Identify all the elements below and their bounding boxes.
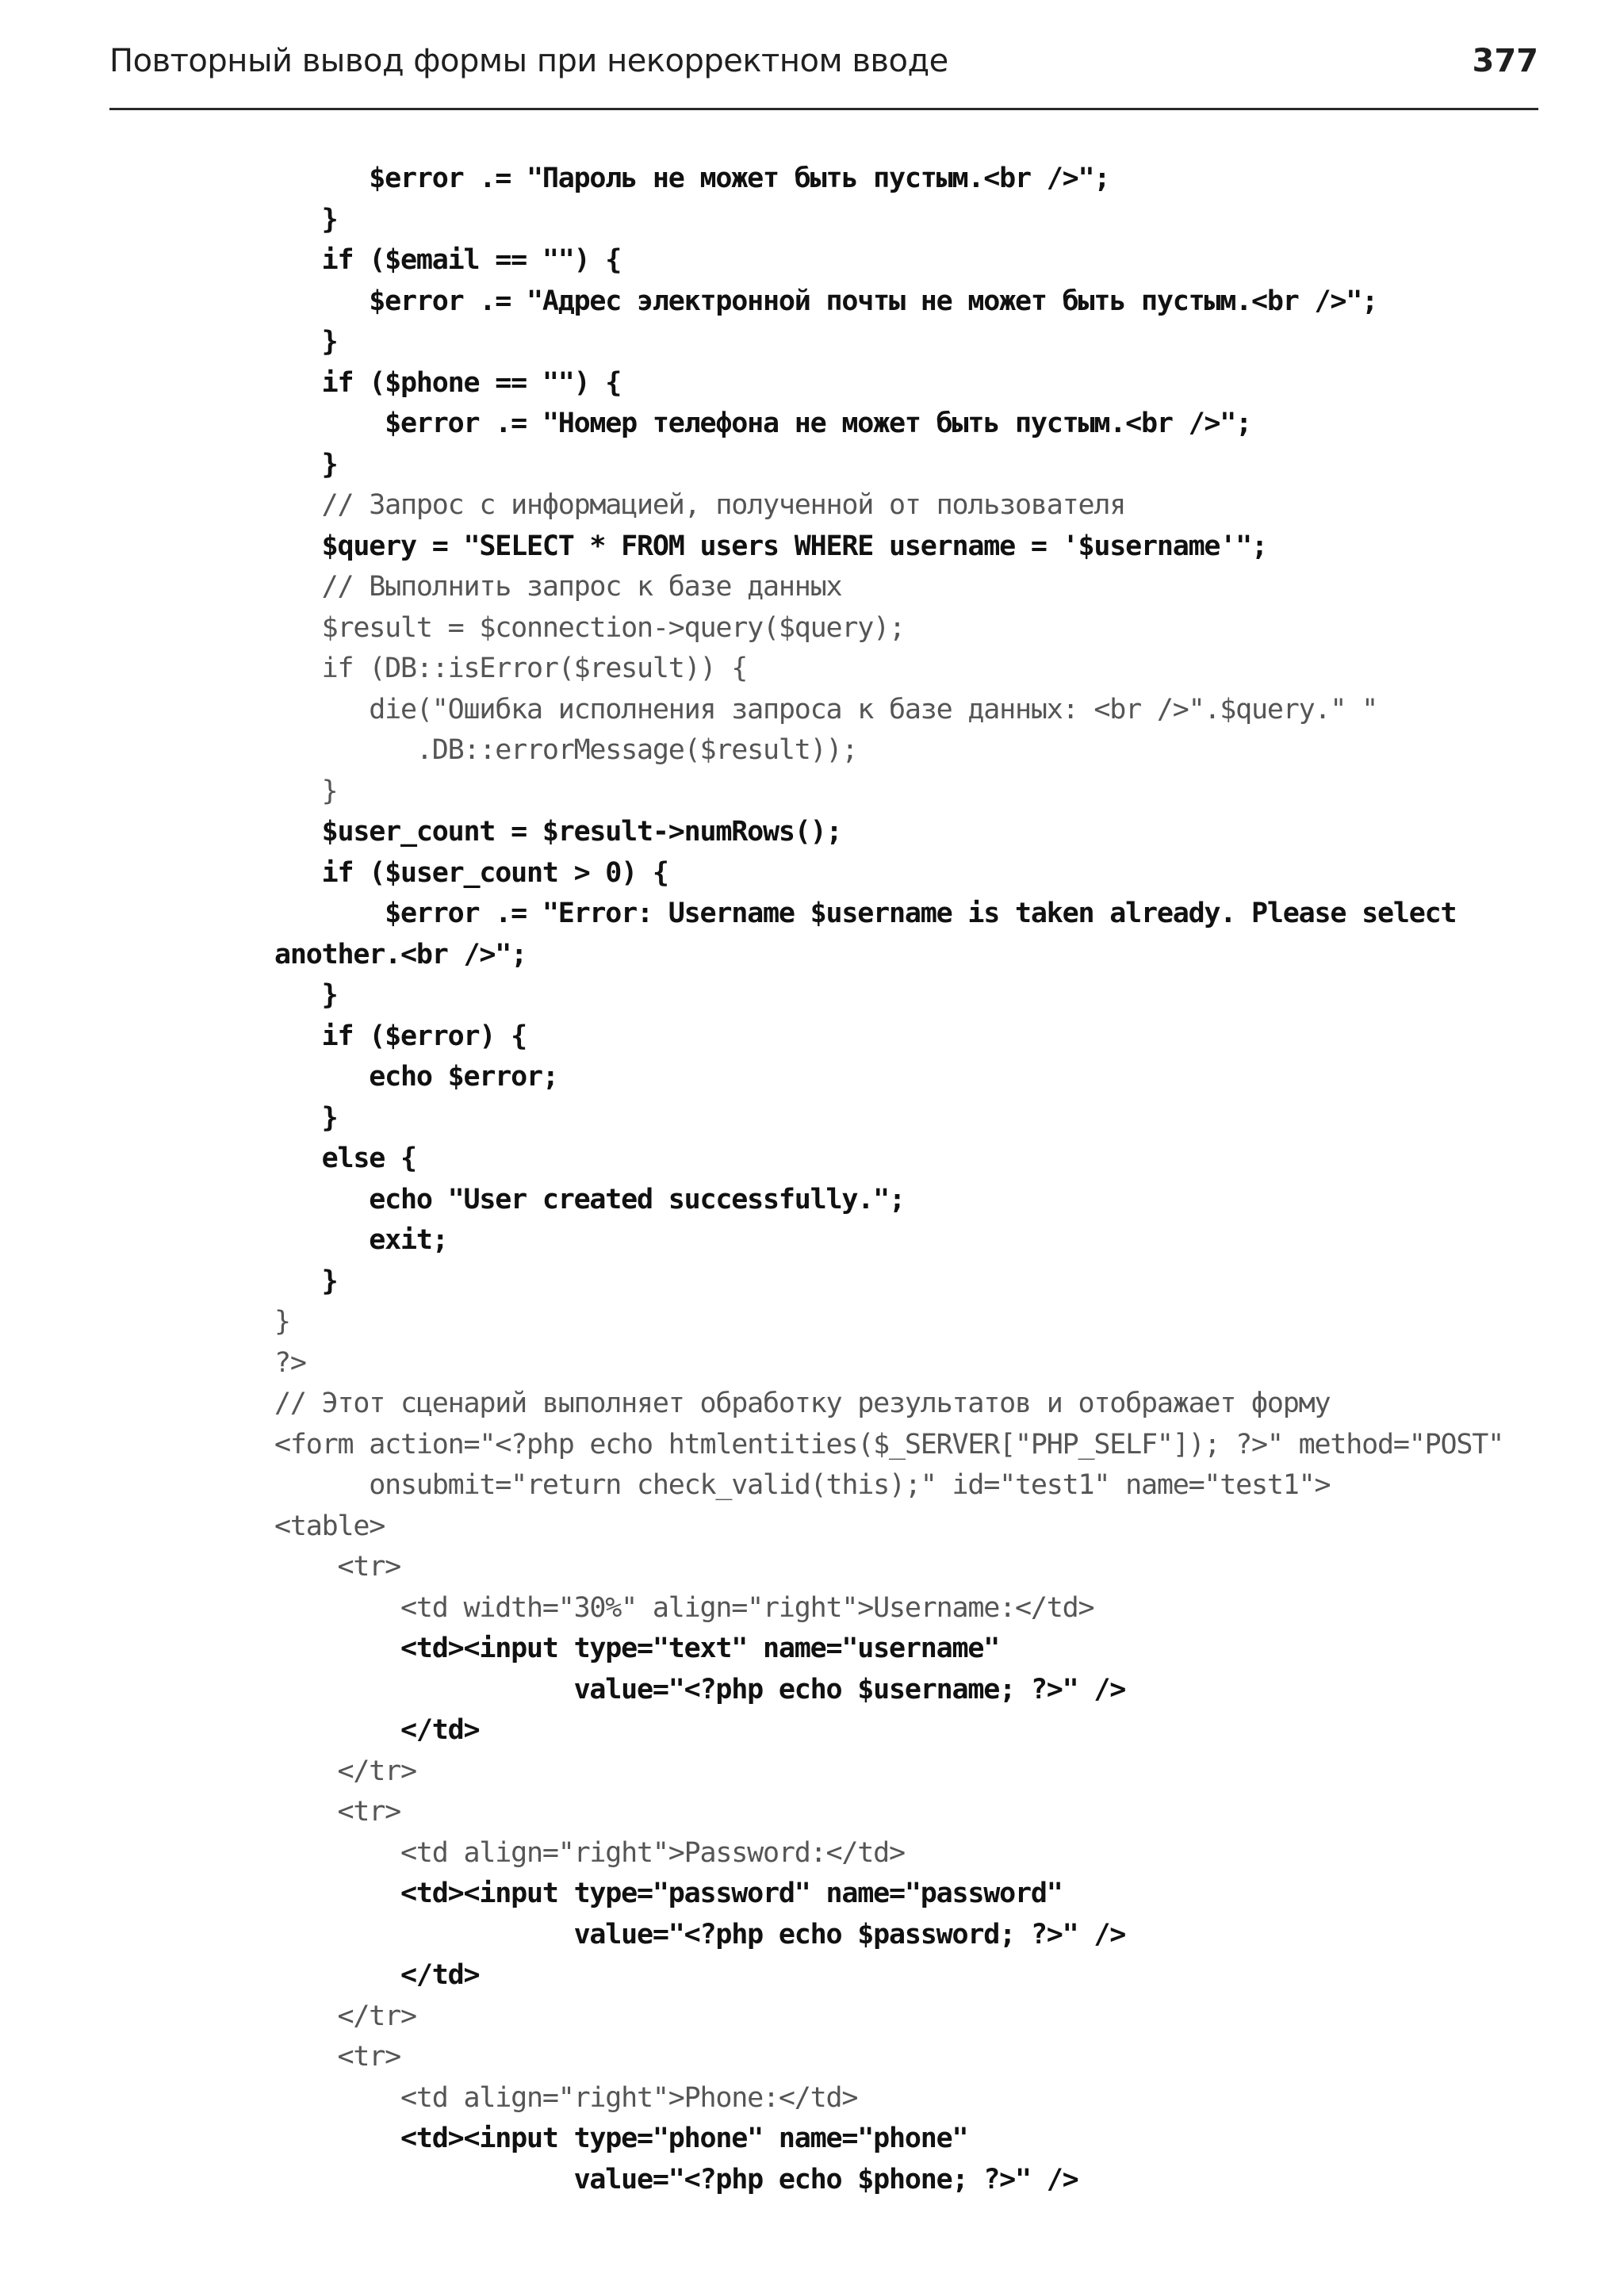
code-line: $error .= "Адрес электронной почты не может быть пустым.<br />"; — [274, 285, 1378, 317]
code-line: <td><input type="password" name="password" — [274, 1878, 1063, 1909]
code-line: ?> — [274, 1346, 306, 1379]
code-line: if (DB::isError($result)) { — [274, 653, 748, 684]
code-line: $user_count = $result->numRows(); — [274, 816, 842, 848]
code-line: value="<?php echo $username; ?>" /> — [274, 1673, 1126, 1706]
code-line: value="<?php echo $password; ?>" /> — [274, 1918, 1126, 1951]
running-head-title: Повторный вывод формы при некорректном вводе — [109, 43, 948, 79]
code-line: if ($phone == "") { — [274, 366, 622, 399]
code-line: .DB::errorMessage($result)); — [274, 734, 858, 766]
page-number: 377 — [1472, 43, 1538, 79]
running-head — [109, 43, 1538, 90]
code-line: } — [274, 979, 338, 1011]
code-line: <td align="right">Password:</td> — [274, 1836, 905, 1869]
code-line: } — [274, 326, 338, 358]
code-line: echo "User created successfully."; — [274, 1183, 905, 1215]
code-line: <td><input type="phone" name="phone" — [274, 2123, 968, 2154]
code-line: else { — [274, 1143, 416, 1174]
code-line: value="<?php echo $phone; ?>" /> — [274, 2163, 1078, 2196]
code-line: </td> — [274, 1959, 480, 1991]
code-line: <table> — [274, 1510, 385, 1542]
code-line: <form action="<?php echo htmlentities($_SERVER["PHP_SELF"]); ?>" method="POST" — [274, 1428, 1503, 1460]
code-line: another.<br />"; — [274, 938, 527, 970]
code-line: </tr> — [274, 2000, 416, 2032]
code-line: <tr> — [274, 1551, 400, 1583]
code-line: </td> — [274, 1714, 480, 1746]
code-line: // Этот сценарий выполняет обработку результатов и отображает форму — [274, 1388, 1331, 1419]
header-rule — [109, 108, 1538, 110]
code-line: // Запрос с информацией, полученной от пользователя — [274, 489, 1126, 521]
code-line: echo $error; — [274, 1061, 558, 1093]
code-listing — [274, 159, 1543, 2200]
code-line: } — [274, 203, 338, 235]
code-line: <td width="30%" align="right">Username:</td> — [274, 1591, 1094, 1624]
code-line: } — [274, 1265, 338, 1297]
code-line: } — [274, 775, 338, 807]
code-line: if ($email == "") { — [274, 244, 622, 276]
code-line: if ($user_count > 0) { — [274, 856, 668, 889]
code-line: $error .= "Номер телефона не может быть пустым.<br />"; — [274, 408, 1252, 439]
code-line: $error .= "Пароль не может быть пустым.<br />"; — [274, 163, 1110, 194]
code-line: $query = "SELECT * FROM users WHERE username = '$username'"; — [274, 530, 1267, 562]
code-line: <td><input type="text" name="username" — [274, 1633, 1000, 1664]
code-line: <tr> — [274, 1796, 400, 1828]
code-line: <tr> — [274, 2041, 400, 2073]
code-line: onsubmit="return check_valid(this);" id="test1" name="test1"> — [274, 1469, 1331, 1501]
code-line: } — [274, 1306, 290, 1338]
code-line: } — [274, 448, 338, 480]
code-line: $result = $connection->query($query); — [274, 611, 905, 644]
code-line: } — [274, 1101, 338, 1134]
code-line: // Выполнить запрос к базе данных — [274, 571, 842, 603]
code-line: if ($error) { — [274, 1020, 527, 1052]
code-line: exit; — [274, 1224, 448, 1256]
code-line: <td align="right">Phone:</td> — [274, 2081, 858, 2114]
code-line: </tr> — [274, 1755, 416, 1787]
code-line: die("Ошибка исполнения запроса к базе данных: <br />".$query." " — [274, 693, 1378, 725]
code-line: $error .= "Error: Username $username is taken already. Please select — [274, 898, 1457, 929]
